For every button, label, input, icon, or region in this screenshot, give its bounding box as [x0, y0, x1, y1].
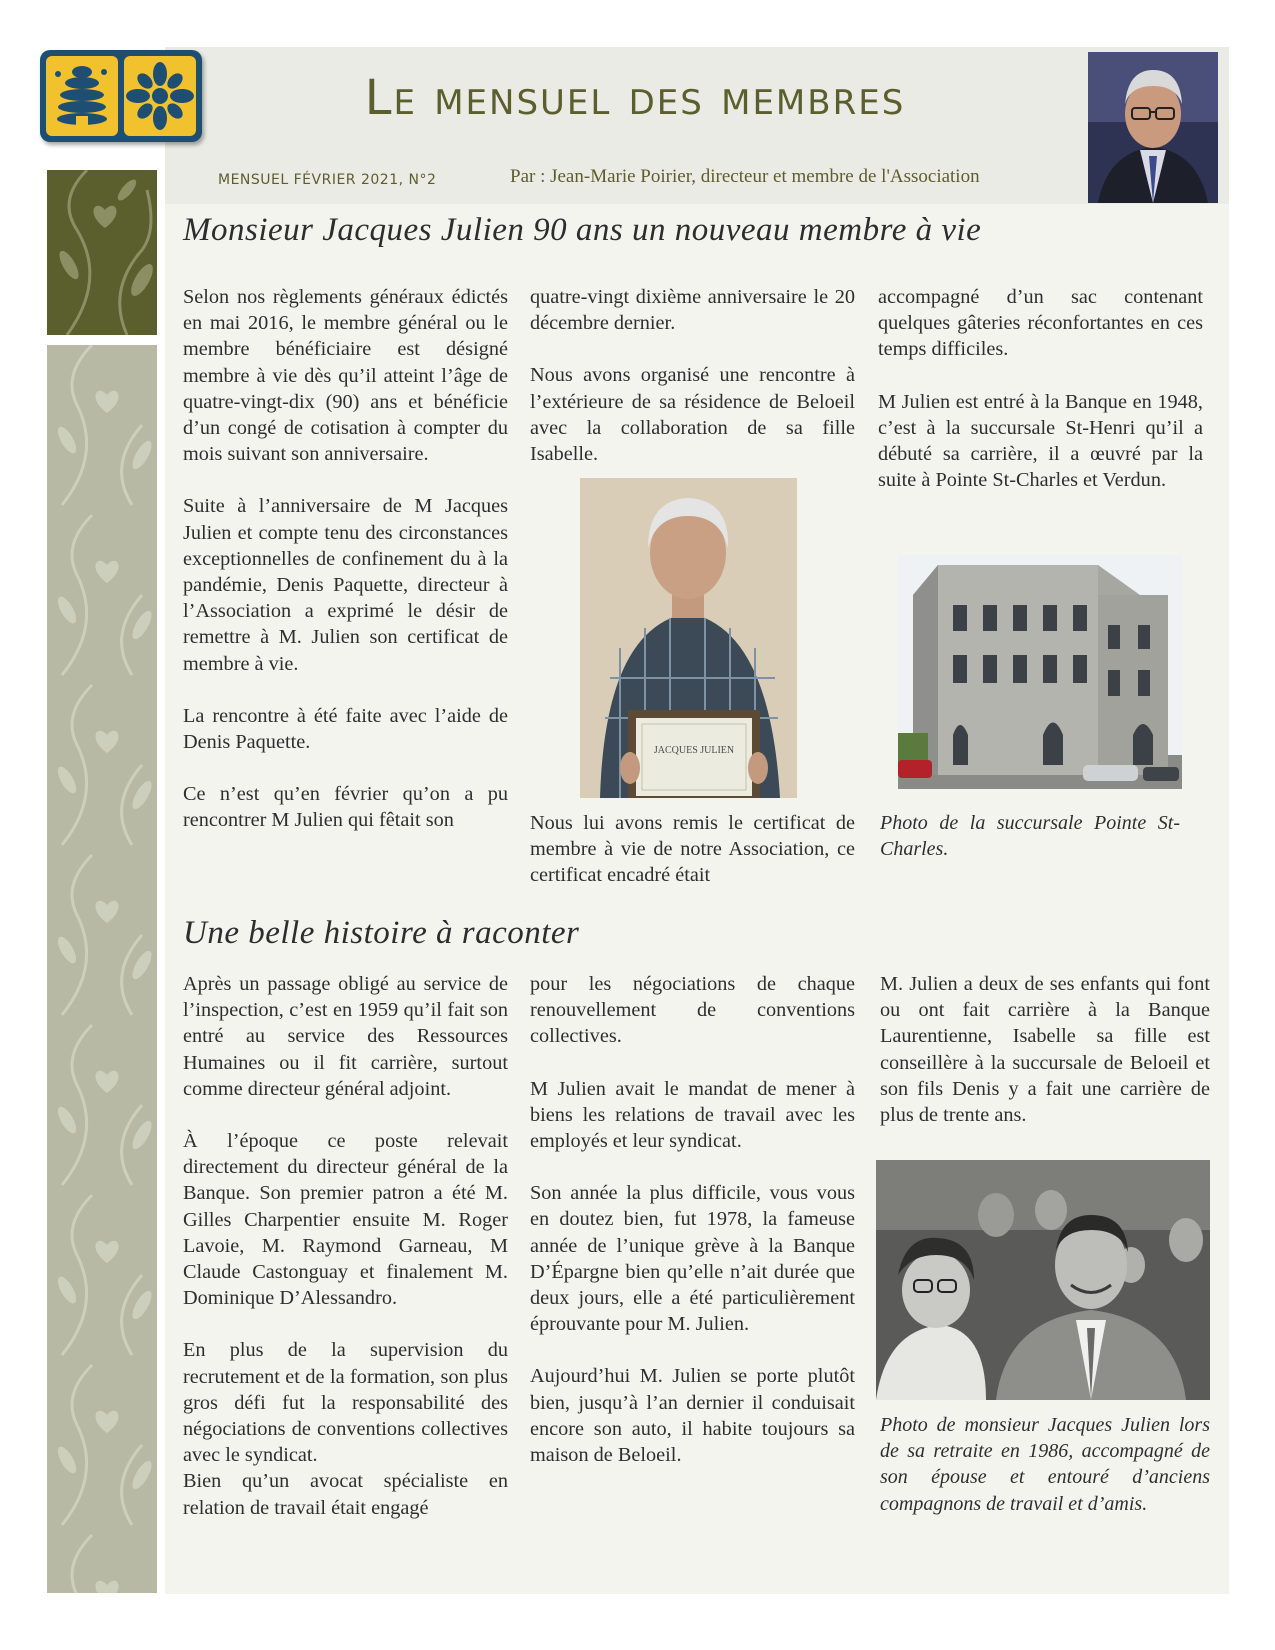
- article-1-column-2-bottom: [530, 810, 855, 889]
- paragraph: quatre-vingt dixième anniversaire le 20 décembre dernier.: [530, 286, 855, 335]
- branch-photo-caption-block: [880, 810, 1180, 888]
- paragraph: Son année la plus difficile, vous vous en doutez bien, fut 1978, la fameuse année de l’unique grève à la Banque D’Épargne bien qu’elle n’ait durée que deux jours, elle a été particulièrement éprouvante pour M. Julien.: [530, 1182, 855, 1336]
- article-2-column-1: [183, 971, 508, 1521]
- branch-building-photo: [898, 555, 1182, 789]
- article-1-column-2-top: [530, 284, 855, 467]
- article-2-column-3: [880, 971, 1210, 1128]
- issue-number: MENSUEL FÉVRIER 2021, N°2: [218, 172, 437, 188]
- article-1-headline: Monsieur Jacques Julien 90 ans un nouveau membre à vie: [183, 212, 982, 248]
- certificate-name: JACQUES JULIEN: [653, 745, 735, 756]
- paragraph: accompagné d’un sac contenant quelques gâteries réconfortantes en ces temps difficiles.: [878, 286, 1203, 361]
- article-1-column-3: [878, 284, 1203, 493]
- paragraph: Nous lui avons remis le certificat de membre à vie de notre Association, ce certificat encadré était: [530, 812, 855, 887]
- paragraph: En plus de la supervision du recrutement et de la formation, son plus gros défi fut la responsabilité des négociations de conventions collectives avec le syndicat.: [183, 1339, 508, 1467]
- article-2-column-2: [530, 971, 855, 1468]
- paragraph: M. Julien a deux de ses enfants qui font ou ont fait carrière à la Banque Laurentienne, Isabelle sa fille est conseillère à la succursale de Beloeil et son fils Denis y a fait une carrière de plus de trente ans.: [880, 973, 1210, 1127]
- paragraph: Après un passage obligé au service de l’inspection, c’est en 1959 qu’il fait son entré au service des Ressources Humaines ou il fit carrière, surtout comme directeur général adjoint.: [183, 973, 508, 1100]
- association-logo: [40, 50, 202, 142]
- retirement-photo: [876, 1160, 1210, 1400]
- retirement-photo-caption: Photo de monsieur Jacques Julien lors de sa retraite en 1986, accompagné de son épouse et entouré d’anciens compagnons de travail et d’amis.: [880, 1414, 1210, 1515]
- branch-photo-caption: Photo de la succursale Pointe St-Charles.: [880, 812, 1180, 861]
- paragraph: À l’époque ce poste relevait directement du directeur général de la Banque. Son premier patron a été M. Gilles Charpentier ensuite M. Roger Lavoie, M. Raymond Garneau, M Claude Castonguay et finalement M. Dominique D’Alessandro.: [183, 1130, 508, 1310]
- retirement-photo-caption-block: [880, 1412, 1210, 1543]
- article-1-column-1: [183, 284, 508, 834]
- paragraph: Nous avons organisé une rencontre à l’extérieure de sa résidence de Beloeil avec la collaboration de sa fille Isabelle.: [530, 364, 855, 466]
- paragraph: M Julien avait le mandat de mener à biens les relations de travail avec les employés et leur syndicat.: [530, 1077, 855, 1153]
- paragraph: La rencontre à été faite avec l’aide de Denis Paquette.: [183, 704, 508, 754]
- paragraph: Aujourd’hui M. Julien se porte plutôt bien, jusqu’à l’an dernier il conduisait encore son auto, il habite toujours sa maison de Beloeil.: [530, 1365, 855, 1467]
- decorative-strip-top: [47, 170, 157, 335]
- paragraph: pour les négociations de chaque renouvellement de conventions collectives.: [530, 973, 855, 1048]
- paragraph: Suite à l’anniversaire de M Jacques Julien et compte tenu des circonstances exceptionnelles de confinement du à la pandémie, Denis Paquette, directeur à l’Association a exprimé le désir de remettre à M. Julien son certificat de membre à vie.: [183, 495, 508, 675]
- decorative-strip-bottom: [47, 345, 157, 1593]
- byline: Par : Jean-Marie Poirier, directeur et membre de l'Association: [510, 166, 980, 187]
- paragraph: M Julien est entré à la Banque en 1948, c’est à la succursale St-Henri qu’il a débuté sa carrière, il a œuvré par la suite à Pointe St-Charles et Verdun.: [878, 390, 1203, 492]
- paragraph: Bien qu’un avocat spécialiste en relation de travail était engagé: [183, 1470, 508, 1519]
- paragraph: Ce n’est qu’en février qu’on a pu rencontrer M Julien qui fêtait son: [183, 783, 508, 832]
- newsletter-title: Le mensuel des membres: [364, 70, 906, 126]
- paragraph: Selon nos règlements généraux édictés en mai 2016, le membre général ou le membre bénéficiaire est désigné membre à vie dès qu’il atteint l’âge de quatre-vingt-dix (90) ans et bénéficie d’un congé de cotisation à compter du mois suivant son anniversaire.: [183, 286, 508, 466]
- certificate-photo: [580, 478, 797, 798]
- author-portrait-photo: [1088, 52, 1218, 203]
- article-2-headline: Une belle histoire à raconter: [183, 915, 580, 951]
